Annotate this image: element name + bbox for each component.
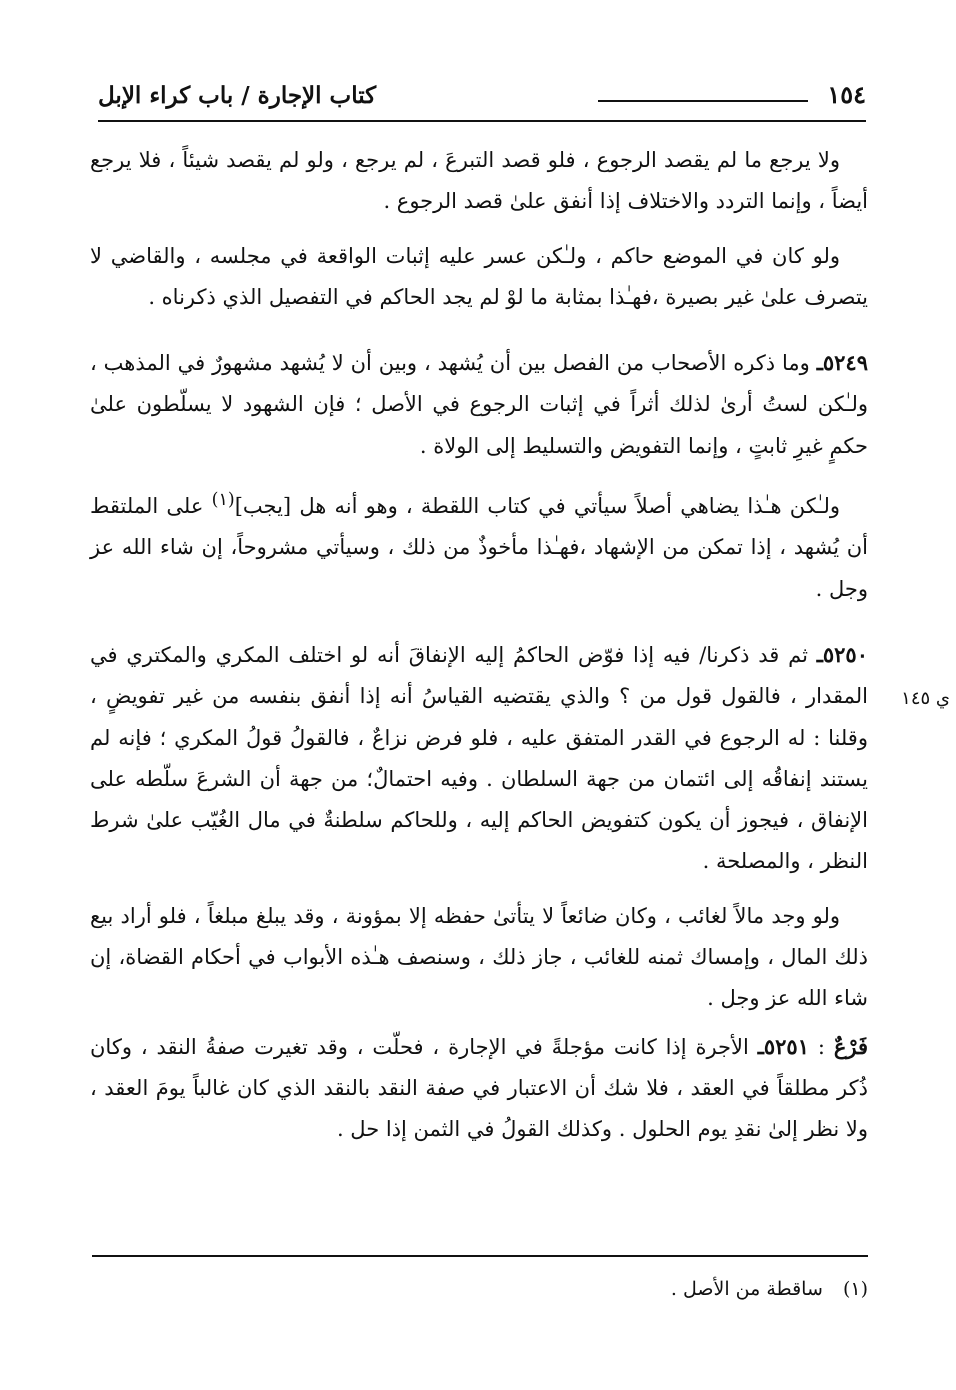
footnote-text: ساقطة من الأصل . <box>670 1278 823 1300</box>
paragraph <box>90 140 868 223</box>
paragraph-text: ولو وجد مالاً لغائب ، وكان ضائعاً لا يتأتىٰ حفظه إلا بمؤونة ، وقد يبلغ مبلغاً ، فلو أراد بيع ذلك المال ، وإمساك ثمنه للغائب ، جاز ذلك ، وسنصف هـٰذه الأبواب في أحكام القضاة، إن شاء الله عز وجل . <box>90 903 868 1011</box>
far-label: فَرْعٌ <box>833 1033 868 1059</box>
chapter-title: كتاب الإجارة / باب كراء الإبل <box>98 82 377 109</box>
footnote <box>90 1275 868 1303</box>
numbered-paragraph <box>90 342 868 467</box>
section-number: ٥٢٤٩ـ <box>816 350 868 376</box>
numbered-paragraph <box>90 634 868 883</box>
header-rule <box>598 100 808 102</box>
running-header <box>98 80 866 120</box>
footnote-marker: (١) <box>842 1278 868 1300</box>
section-number: ٥٢٥١ـ <box>757 1033 809 1059</box>
section-number: ٥٢٥٠ـ <box>816 641 868 667</box>
paragraph <box>90 896 868 1020</box>
paragraph <box>90 236 868 319</box>
footnote-reference: (١) <box>211 490 235 511</box>
margin-page-reference: ي ١٤٥ <box>901 688 950 709</box>
paragraph-text: ولا يرجع ما لم يقصد الرجوع ، فلو قصد التبرعَ ، لم يرجع ، ولو لم يقصد شيئاً ، فلا يرجع أيضاً ، وإنما التردد والاختلاف إذا أنفق علىٰ قصد الرجوع . <box>90 148 868 214</box>
paragraph-text: ولو كان في الموضع حاكم ، ولـٰكن عسر عليه إثبات الواقعة في مجلسه ، والقاضي لا يتصرف علىٰ غير بصيرة ،فهـٰذا بمثابة ما لوْ لم يجد الحاكم في التفصيل الذي ذكرناه . <box>90 243 868 309</box>
main-text <box>90 140 868 1151</box>
paragraph-text: ولـٰكن هـٰذا يضاهي أصلاً سيأتي في كتاب اللقطة ، وهو أنه هل [يجب] <box>234 494 841 519</box>
paragraph-text: ثم قد ذكرنا/ فيه إذا فوّض الحاكمُ إليه الإنفاقَ أنه لو اختلف المكري والمكتري في المقدار ، فالقول قول من ؟ والذي يقتضيه القياسُ أنه إذا أنفق بنفسه من غير تفويضٍ ، وقلنا : له الرجوع في القدر المتفق عليه ، فلو فرض نزاعٌ ، فالقولُ قولُ المكري ؛ فإنه لم يستند إنفاقُه إلى ائتمان من جهة السلطان . وفيه احتمالٌ؛ من جهة أن الشرعَ سلّطه على الإنفاق ، فيجوز أن يكون كتفويض الحاكم إليه ، وللحاكم سلطنةٌ في مال الغُيّب علىٰ شرط النظر ، والمصلحة . <box>90 642 868 874</box>
footnote-divider <box>92 1255 868 1257</box>
header-divider <box>98 120 866 122</box>
paragraph-text: على الملتقط أن يُشهد ، إذا تمكن من الإشهاد ،فهـٰذا مأخوذٌ من ذلك ، وسيأتي مشروحاً، إن شاء الله عز وجل . <box>90 494 868 601</box>
page-number: ١٥٤ <box>827 80 866 109</box>
paragraph <box>90 480 868 610</box>
label-separator: : <box>809 1034 825 1059</box>
far-paragraph <box>90 1026 868 1151</box>
paragraph-text: وما ذكره الأصحاب من الفصل بين أن يُشهد ، وبين أن لا يُشهد مشهورٌ في المذهب ، ولـٰكن لستُ أرىٰ لذلك أثراً في إثبات الرجوع في الأصل ؛ فإن الشهود لا يسلّطون علىٰ حكمٍ غيرِ ثابتٍ ، وإنما التفويض والتسليط إلى الولاة . <box>90 351 868 458</box>
paragraph-text: الأجرة إذا كانت مؤجلةً في الإجارة ، فحلّت ، وقد تغيرت صفةُ النقد ، وكان ذُكر مطلقاً في العقد ، فلا شك أن الاعتبار في صفة النقد بالنقد الذي كان غالباً يومَ العقد ، ولا نظر إلىٰ نقدِ يوم الحلول . وكذلك القولُ في الثمن إذا حل . <box>90 1034 868 1142</box>
